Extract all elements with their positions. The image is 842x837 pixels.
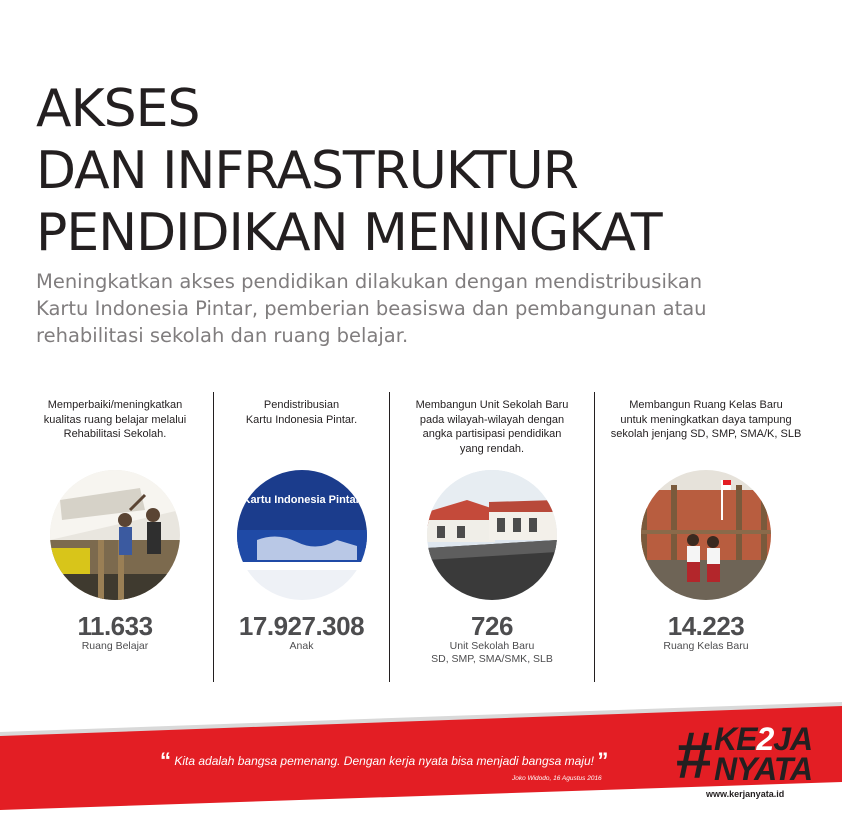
title-line-3: PENDIDIKAN MENINGKAT: [36, 203, 662, 263]
stat-unit: Ruang Kelas Baru: [663, 640, 749, 652]
stat-column-usb: [390, 398, 594, 680]
lead-line-1: Meningkatkan akses pendidikan dilakukan dengan mendistribusikan: [36, 270, 703, 293]
classroom-repair-photo: [50, 470, 180, 600]
kip-card-photo: [237, 470, 367, 600]
page-title: [36, 78, 662, 264]
lead-line-3: rehabilitasi sekolah dan ruang belajar.: [36, 324, 409, 347]
quote-open-mark: “: [160, 748, 171, 773]
logo-hash: #: [676, 718, 709, 792]
stat-column-rkb: [595, 398, 817, 680]
column-description: Membangun Unit Sekolah Baru pada wilayah-wilayah dengan angka partisipasi pendidikan yang rendah.: [415, 399, 569, 455]
quote-close-mark: ”: [597, 748, 609, 773]
website-url: www.kerjanyata.id: [706, 789, 785, 799]
column-description: Pendistribusian Kartu Indonesia Pintar.: [245, 399, 358, 426]
quote-text: Kita adalah bangsa pemenang. Dengan kerja nyata bisa menjadi bangsa maju!: [174, 754, 594, 768]
card-label: Kartu Indonesia Pintar: [242, 494, 360, 506]
new-classroom-photo: [641, 470, 771, 600]
stat-value: 11.633: [77, 611, 153, 641]
stat-unit: Anak: [289, 640, 314, 652]
stat-unit: Ruang Belajar: [81, 640, 149, 652]
stat-unit: Unit Sekolah Baru SD, SMP, SMA/SMK, SLB: [431, 640, 553, 665]
quote-attribution: Joko Widodo, 16 Agustus 2016: [512, 775, 602, 782]
lead-paragraph: [36, 268, 816, 349]
title-line-2: DAN INFRASTRUKTUR: [36, 141, 578, 201]
new-school-photo: [427, 470, 557, 600]
lead-line-2: Kartu Indonesia Pintar, pemberian beasiswa dan pembangunan atau: [36, 297, 707, 320]
column-description: Membangun Ruang Kelas Baru untuk meningkatkan daya tampung sekolah jenjang SD, SMP, SMA/K, SLB: [610, 399, 802, 440]
quote: [160, 748, 650, 774]
logo-line-2: NYATA: [714, 751, 813, 787]
stat-value: 726: [471, 611, 513, 641]
stat-value: 17.927.308: [238, 611, 365, 641]
kerja-nyata-logo: [676, 720, 826, 790]
logo-line-1: KE2JA: [714, 721, 813, 757]
stat-value: 14.223: [667, 611, 745, 641]
stat-column-rehabilitasi: [20, 398, 210, 680]
stat-column-kip: [214, 398, 389, 680]
column-description: Memperbaiki/meningkatkan kualitas ruang belajar melalui Rehabilitasi Sekolah.: [43, 399, 187, 440]
title-line-1: AKSES: [36, 79, 200, 139]
